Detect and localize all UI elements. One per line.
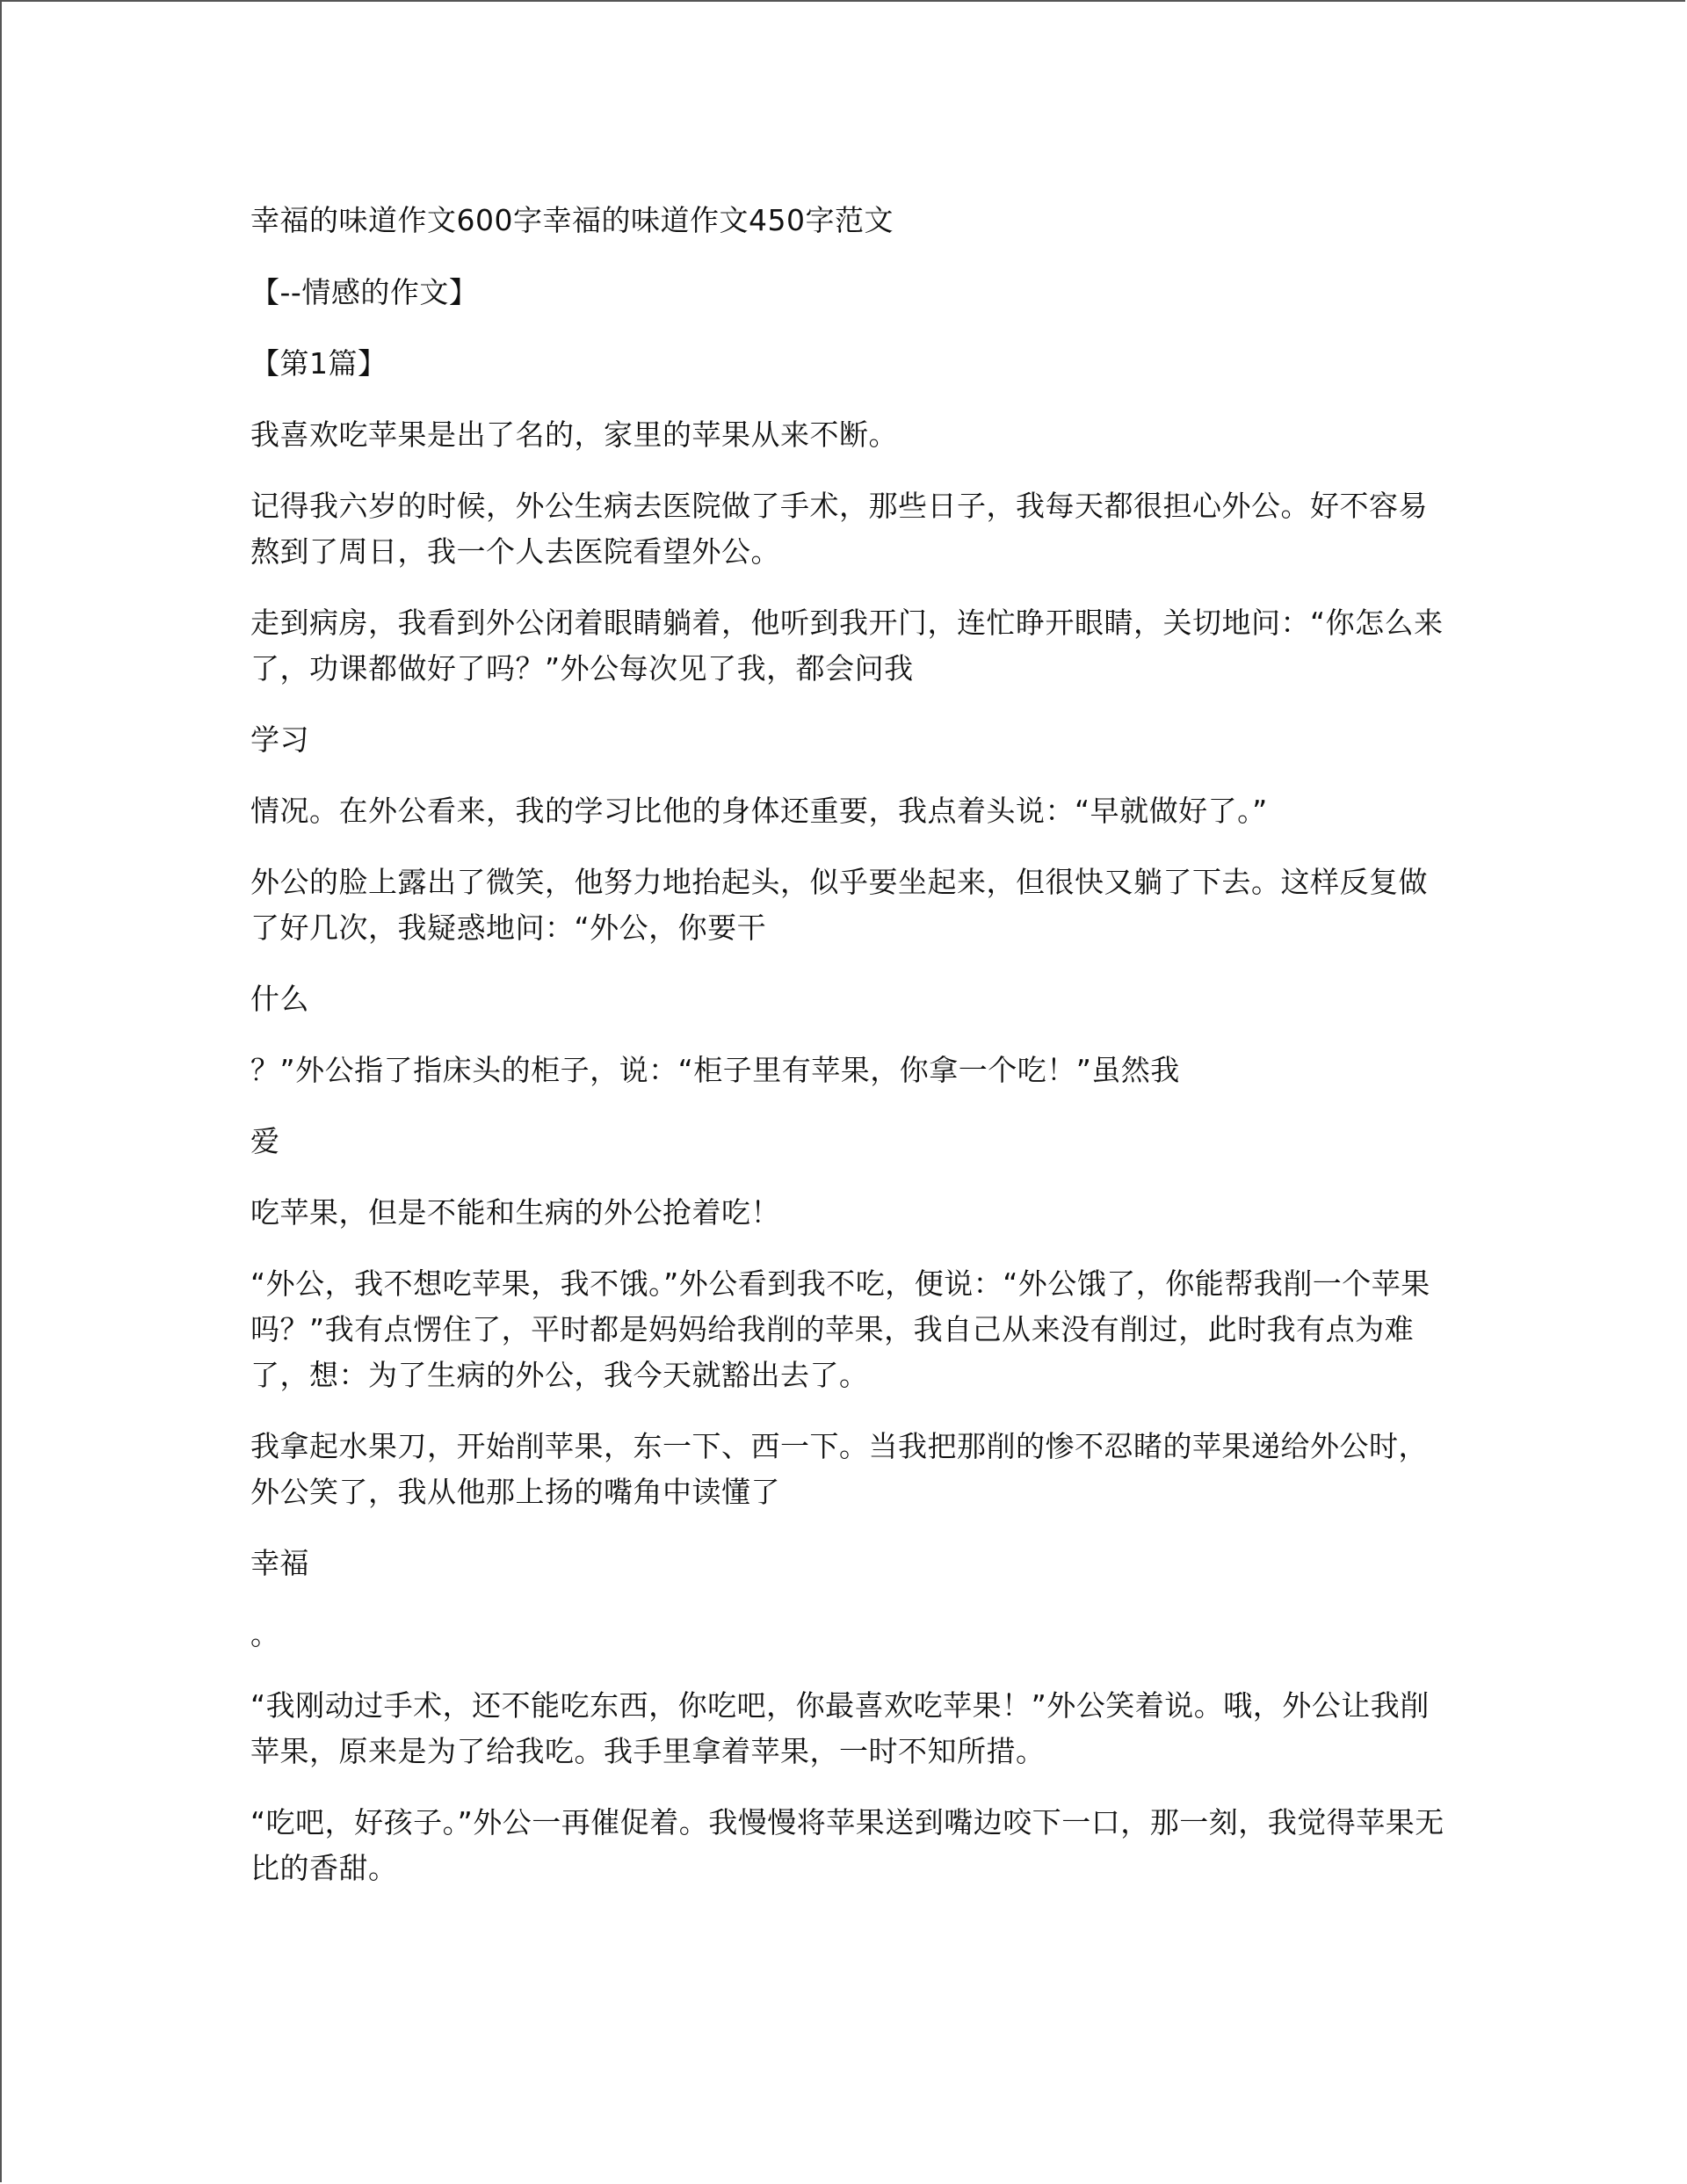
section-heading: 【第1篇】 (250, 346, 387, 381)
paragraph: 吃苹果，但是不能和生病的外公抢着吃！ (250, 1195, 780, 1230)
paragraph: 走到病房，我看到外公闭着眼睛躺着，他听到我开门，连忙睁开眼睛，关切地问：“你怎么来了，功课都做好了吗？”外公每次见了我，都会问我 (250, 606, 1444, 686)
document-title: 幸福的味道作文600字幸福的味道作文450字范文 (250, 203, 894, 237)
paragraph: 我喜欢吃苹果是出了名的，家里的苹果从来不断。 (250, 417, 898, 452)
paragraph: 我拿起水果刀，开始削苹果，东一下、西一下。当我把那削的惨不忍睹的苹果递给外公时，外公笑了，我从他那上扬的嘴角中读懂了 (250, 1429, 1428, 1509)
paragraph: 学习 (250, 722, 309, 757)
paragraph: “外公，我不想吃苹果，我不饿。”外公看到我不吃，便说：“外公饿了，你能帮我削一个苹果吗？”我有点愣住了，平时都是妈妈给我削的苹果，我自己从来没有削过，此时我有点为难了，想：为了生病的外公，我今天就豁出去了。 (250, 1266, 1430, 1392)
paragraph: 什么 (250, 982, 309, 1016)
paragraph: 幸福 (250, 1546, 309, 1580)
paragraph: ？”外公指了指床头的柜子，说：“柜子里有苹果，你拿一个吃！”虽然我 (250, 1053, 1180, 1087)
paragraph: 。 (250, 1617, 280, 1651)
paragraph: 记得我六岁的时候，外公生病去医院做了手术，那些日子，我每天都很担心外公。好不容易熬到了周日，我一个人去医院看望外公。 (250, 489, 1428, 569)
paragraph: 爱 (250, 1124, 280, 1158)
paragraph: 外公的脸上露出了微笑，他努力地抬起头，似乎要坐起来，但很快又躺了下去。这样反复做了好几次，我疑惑地问：“外公，你要干 (250, 865, 1428, 945)
paragraph: 情况。在外公看来，我的学习比他的身体还重要，我点着头说：“早就做好了。” (250, 794, 1268, 828)
document-body (250, 198, 1454, 1917)
paragraph: “我刚动过手术，还不能吃东西，你吃吧，你最喜欢吃苹果！”外公笑着说。哦，外公让我削苹果，原来是为了给我吃。我手里拿着苹果，一时不知所措。 (250, 1688, 1430, 1768)
paragraph: “吃吧，好孩子。”外公一再催促着。我慢慢将苹果送到嘴边咬下一口，那一刻，我觉得苹果无比的香甜。 (250, 1805, 1444, 1885)
category-tag: 【--情感的作文】 (250, 275, 479, 309)
